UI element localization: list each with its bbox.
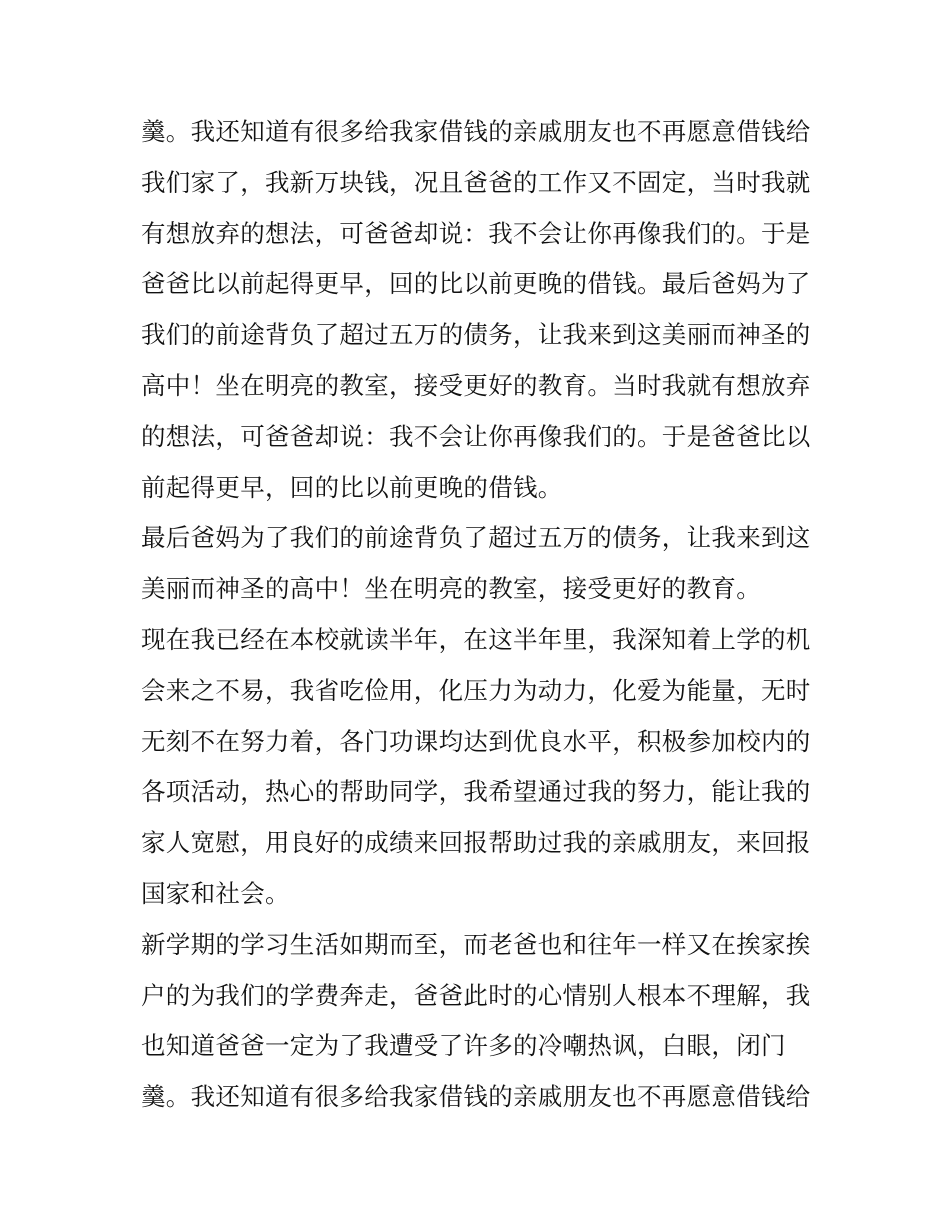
document-body-text [141,107,821,1123]
text-line: 我们的前途背负了超过五万的债务，让我来到这美丽而神圣的 [141,320,811,350]
text-line: 国家和社会。 [141,878,290,908]
text-line: 各项活动，热心的帮助同学，我希望通过我的努力，能让我的 [141,777,811,807]
text-line: 也知道爸爸一定为了我遭受了许多的冷嘲热讽，白眼，闭门 [141,1031,786,1061]
text-line: 美丽而神圣的高中！坐在明亮的教室，接受更好的教育。 [141,574,761,604]
text-line: 现在我已经在本校就读半年，在这半年里，我深知着上学的机 [141,624,811,654]
text-line: 最后爸妈为了我们的前途背负了超过五万的债务，让我来到这 [141,523,811,553]
text-line: 爸爸比以前起得更早，回的比以前更晚的借钱。最后爸妈为了 [141,269,811,299]
text-line: 无刻不在努力着，各门功课均达到优良水平，积极参加校内的 [141,726,811,756]
text-line: 高中！坐在明亮的教室，接受更好的教育。当时我就有想放弃 [141,370,811,400]
text-line: 羹。我还知道有很多给我家借钱的亲戚朋友也不再愿意借钱给 [141,1082,811,1112]
text-line: 家人宽慰，用良好的成绩来回报帮助过我的亲戚朋友，来回报 [141,828,811,858]
text-line: 的想法，可爸爸却说：我不会让你再像我们的。于是爸爸比以 [141,421,811,451]
text-line: 户的为我们的学费奔走，爸爸此时的心情别人根本不理解，我 [141,980,811,1010]
text-line: 前起得更早，回的比以前更晚的借钱。 [141,472,563,502]
text-line: 新学期的学习生活如期而至，而老爸也和往年一样又在挨家挨 [141,929,811,959]
text-line: 会来之不易，我省吃俭用，化压力为动力，化爱为能量，无时 [141,675,811,705]
text-line: 羹。我还知道有很多给我家借钱的亲戚朋友也不再愿意借钱给 [141,117,811,146]
text-line: 我们家了，我新万块钱，况且爸爸的工作又不固定，当时我就 [141,167,811,197]
text-line: 有想放弃的想法，可爸爸却说：我不会让你再像我们的。于是 [141,218,811,248]
